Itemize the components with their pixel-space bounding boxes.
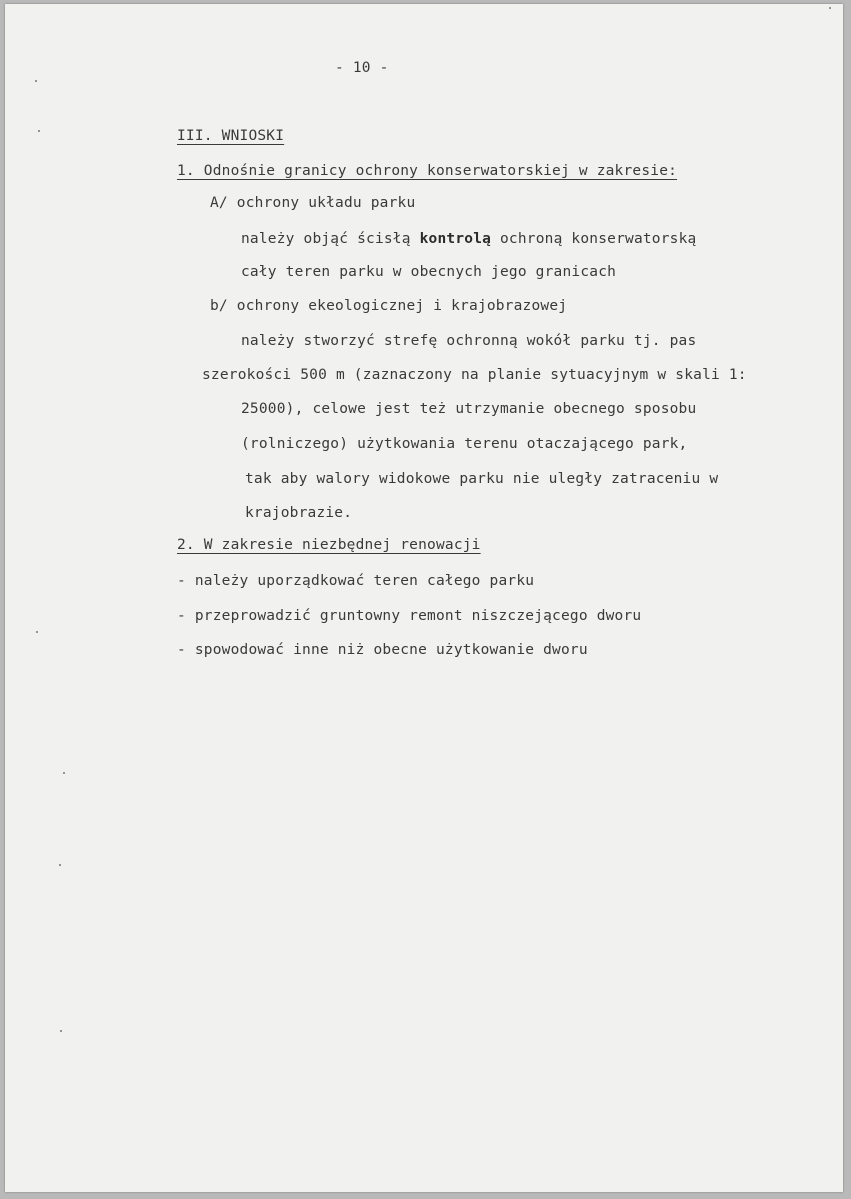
point1-b-line6: krajobrazie.	[245, 505, 353, 521]
point1-b-line3: 25000), celowe jest też utrzymanie obecnego sposobu	[241, 401, 697, 417]
paper-speck	[59, 864, 61, 866]
paper-speck	[829, 7, 831, 9]
point1-b-line5: tak aby walory widokowe parku nie uległy zatraceniu w	[245, 471, 719, 487]
point1-b-line1: należy stworzyć strefę ochronną wokół parku tj. pas	[241, 333, 697, 349]
paper-speck	[63, 772, 65, 774]
point2-item: - należy uporządkować teren całego parku	[177, 573, 535, 589]
page-number: - 10 -	[335, 60, 389, 76]
point1-b-line2: szerokości 500 m (zaznaczony na planie sytuacyjnym w skali 1:	[202, 367, 747, 383]
point1-heading: 1. Odnośnie granicy ochrony konserwatorskiej w zakresie:	[177, 163, 678, 179]
point2-heading: 2. W zakresie niezbędnej renowacji	[177, 537, 481, 553]
point2-item: - przeprowadzić gruntowny remont niszczejącego dworu	[177, 608, 642, 624]
paper-speck	[38, 130, 40, 132]
point1-a-line1-pre: należy objąć ścisłą	[241, 231, 420, 247]
point1-a-line1-post: ochroną konserwatorską	[491, 231, 697, 247]
point2-item: - spowodować inne niż obecne użytkowanie dworu	[177, 642, 588, 658]
point1-b-line4: (rolniczego) użytkowania terenu otaczającego park,	[241, 436, 688, 452]
point1-a-label: A/ ochrony układu parku	[210, 195, 416, 211]
paper-speck	[35, 80, 37, 82]
paper-speck	[36, 631, 38, 633]
struck-out-word: kontrolą	[419, 231, 492, 247]
point1-b-label: b/ ochrony ekeologicznej i krajobrazowej	[210, 298, 568, 314]
document-page	[5, 4, 843, 1192]
point1-a-line1	[241, 231, 696, 247]
point1-a-line2: cały teren parku w obecnych jego granicach	[241, 264, 617, 280]
section-title: III. WNIOSKI	[177, 128, 285, 144]
paper-speck	[60, 1030, 62, 1032]
